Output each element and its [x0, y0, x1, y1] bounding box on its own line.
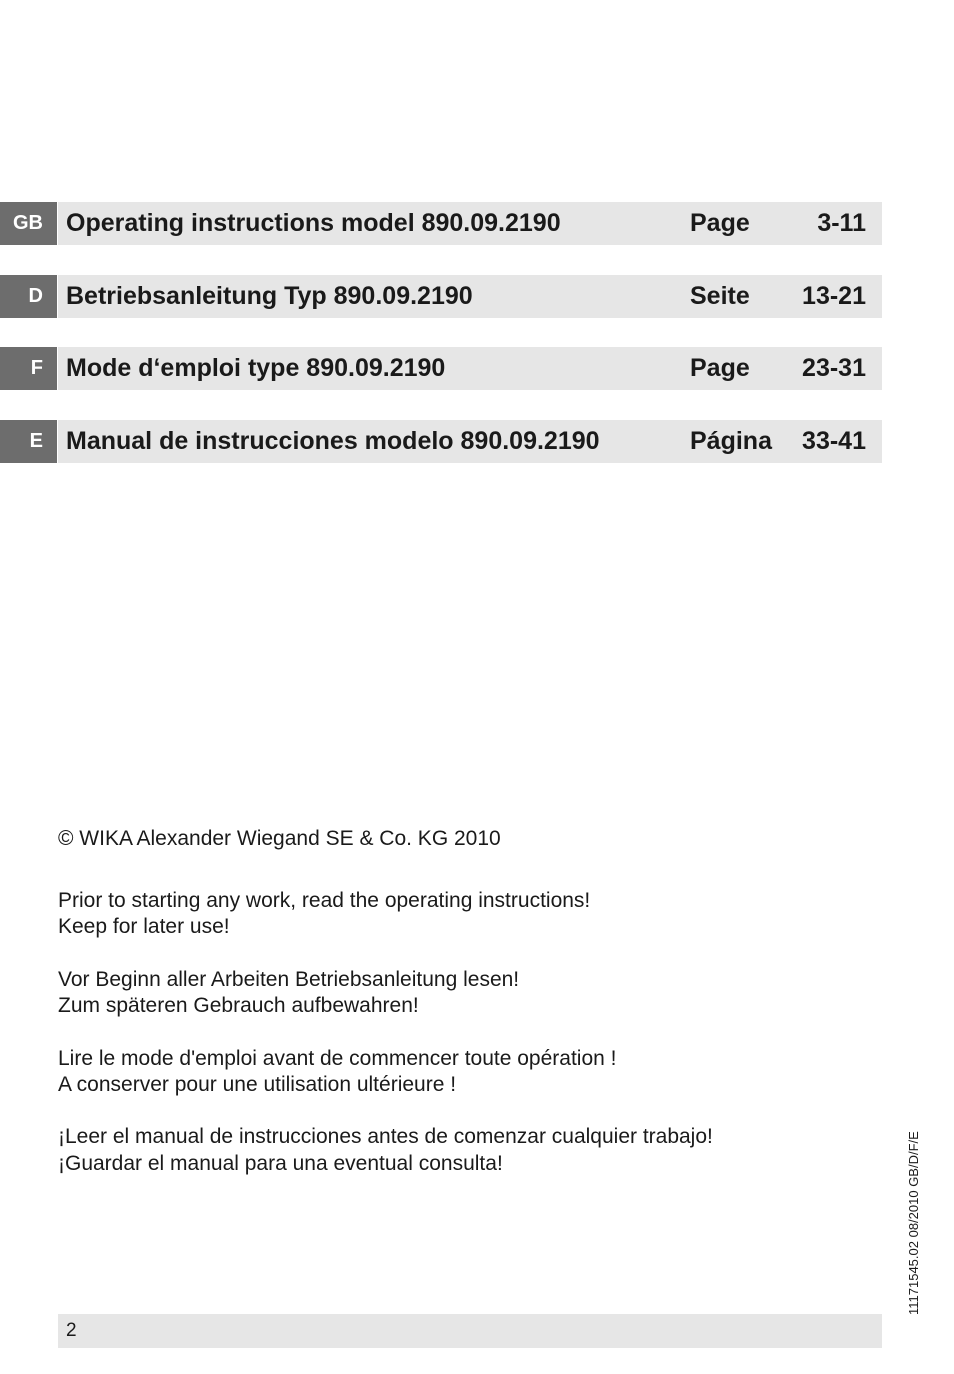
toc-page-range: 3-11 [817, 209, 866, 237]
notice-es-line2: ¡Guardar el manual para una eventual consulta! [58, 1152, 503, 1175]
toc-row-gb[interactable] [0, 202, 882, 245]
toc-page-label: Seite [690, 282, 750, 310]
toc-entry-bar [58, 202, 882, 245]
toc-row-d[interactable] [0, 275, 882, 318]
document-code: 11171545.02 08/2010 GB/D/F/E [906, 1131, 921, 1315]
toc-page-range: 23-31 [802, 354, 866, 382]
toc-row-f[interactable] [0, 347, 882, 390]
notice-es-line1: ¡Leer el manual de instrucciones antes de comenzar cualquier trabajo! [58, 1125, 713, 1148]
language-code-tab: E [0, 420, 57, 463]
language-code-tab: D [0, 275, 57, 318]
toc-entry-title: Operating instructions model 890.09.2190 [66, 209, 561, 237]
toc-entry-bar [58, 347, 882, 390]
language-code-tab: GB [0, 202, 57, 245]
notice-fr-line1: Lire le mode d'emploi avant de commencer toute opération ! [58, 1047, 617, 1070]
toc-entry-title: Betriebsanleitung Typ 890.09.2190 [66, 282, 473, 310]
toc-entry-bar [58, 275, 882, 318]
toc-row-e[interactable] [0, 420, 882, 463]
toc-page-label: Page [690, 354, 750, 382]
footer-bar [58, 1314, 882, 1348]
toc-page-label: Page [690, 209, 750, 237]
notice-en-line2: Keep for later use! [58, 915, 230, 938]
page-number: 2 [66, 1320, 77, 1341]
notice-en-line1: Prior to starting any work, read the operating instructions! [58, 889, 591, 912]
copyright-notice: © WIKA Alexander Wiegand SE & Co. KG 2010 [58, 827, 501, 850]
toc-page-range: 13-21 [802, 282, 866, 310]
toc-entry-bar [58, 420, 882, 463]
notice-de-line1: Vor Beginn aller Arbeiten Betriebsanleitung lesen! [58, 968, 520, 991]
toc-page-label: Página [690, 427, 772, 455]
toc-page-range: 33-41 [802, 427, 866, 455]
notice-fr-line2: A conserver pour une utilisation ultérieure ! [58, 1073, 457, 1096]
toc-entry-title: Manual de instrucciones modelo 890.09.2190 [66, 427, 600, 455]
toc-entry-title: Mode d‘emploi type 890.09.2190 [66, 354, 446, 382]
language-code-tab: F [0, 347, 57, 390]
notice-de-line2: Zum späteren Gebrauch aufbewahren! [58, 994, 419, 1017]
